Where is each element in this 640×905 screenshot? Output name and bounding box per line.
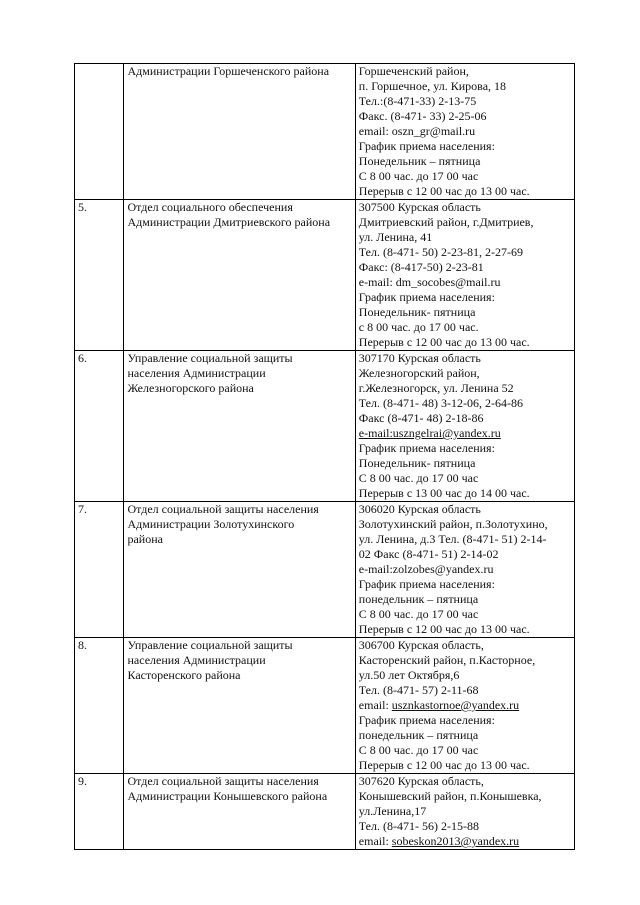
address-line: 307170 Курская область	[358, 351, 481, 365]
email-line	[359, 698, 571, 713]
address-line: Железногорский район,	[358, 366, 480, 380]
organization-name-line: Администрации Дмитриевского района	[127, 215, 331, 229]
address-line: 307500 Курская область	[358, 200, 481, 214]
schedule-break: Перерыв с 13 00 час до 14 00 час.	[358, 486, 530, 500]
schedule-hours: С 8 00 час. до 17 00 час	[358, 743, 479, 757]
organization-name-line: Отдел социальной защиты населения	[127, 774, 319, 788]
address-line: ул. Ленина, 41	[358, 230, 433, 244]
fax-line: Факс: (8-417-50) 2-23-81	[358, 260, 484, 274]
table-row	[75, 774, 575, 850]
schedule-days: понедельник – пятница	[358, 728, 479, 742]
contact-cell	[355, 64, 574, 200]
contact-cell	[355, 638, 574, 774]
schedule-break: Перерыв с 12 00 час до 13 00 час.	[358, 758, 530, 772]
schedule-break: Перерыв с 12 00 час до 13 00 час.	[358, 622, 530, 636]
schedule-hours: С 8 00 час. до 17 00 час	[358, 471, 479, 485]
organization-name-line: Администрации Горшеченского района	[127, 64, 330, 78]
contact-cell	[355, 200, 574, 351]
row-number-cell	[75, 200, 124, 351]
row-number-cell	[75, 638, 124, 774]
row-number-cell	[75, 774, 124, 850]
contact-cell	[355, 351, 574, 502]
organization-cell	[124, 351, 355, 502]
schedule-days: Понедельник – пятница	[358, 154, 481, 168]
phone-line: Тел. (8-471- 56) 2-15-88	[358, 819, 479, 833]
email-line: email: oszn_gr@mail.ru	[358, 124, 476, 138]
organization-name-line: Управление социальной защиты	[127, 351, 293, 365]
email-link[interactable]: e-mail:uszngelrai@yandex.ru	[358, 426, 501, 440]
address-line: 306020 Курская область	[358, 502, 481, 516]
email-label: email:	[358, 698, 392, 712]
organization-name-line: населения Администрации	[127, 366, 266, 380]
schedule-days: Понедельник- пятница	[358, 456, 476, 470]
phone-fax-line: 02 Факс (8-471- 51) 2-14-02	[358, 547, 499, 561]
email-line	[359, 834, 571, 849]
organization-name-line: Администрации Золотухинского	[127, 517, 295, 531]
organization-name-line: Отдел социальной защиты населения	[127, 502, 319, 516]
row-number-cell	[75, 502, 124, 638]
organization-cell	[124, 64, 355, 200]
address-line: Конышевский район, п.Конышевка,	[358, 789, 542, 803]
organization-cell	[124, 200, 355, 351]
organization-cell	[124, 774, 355, 850]
schedule-days: понедельник – пятница	[358, 592, 479, 606]
organization-name-line: района	[127, 532, 163, 546]
address-line: 306700 Курская область,	[358, 638, 484, 652]
email-line: e-mail:zolzobes@yandex.ru	[358, 562, 494, 576]
organization-name-line: Касторенского района	[127, 668, 241, 682]
phone-line: Тел. (8-471- 57) 2-11-68	[358, 683, 479, 697]
phone-line: Тел. (8-471- 48) 3-12-06, 2-64-86	[358, 396, 523, 410]
social-protection-offices-table	[74, 63, 575, 850]
email-link[interactable]: usznkastornoe@yandex.ru	[391, 698, 520, 712]
table-row	[75, 351, 575, 502]
address-line: г.Железногорск, ул. Ленина 52	[358, 381, 514, 395]
row-number: 5.	[78, 200, 87, 214]
address-line: Касторенский район, п.Касторное,	[358, 653, 536, 667]
table-row	[75, 200, 575, 351]
schedule-hours: С 8 00 час. до 17 00 час	[358, 169, 479, 183]
row-number-cell	[75, 64, 124, 200]
schedule-heading: График приема населения:	[358, 139, 495, 153]
organization-cell	[124, 502, 355, 638]
address-line: ул.50 лет Октября,6	[358, 668, 460, 682]
address-phone-line: ул. Ленина, д.3 Тел. (8-471- 51) 2-14-	[358, 532, 547, 546]
address-line: 307620 Курская область,	[358, 774, 484, 788]
schedule-heading: График приема населения:	[358, 577, 495, 591]
schedule-heading: График приема населения:	[358, 441, 495, 455]
phone-line: Тел.:(8-471-33) 2-13-75	[358, 94, 477, 108]
email-line: e-mail: dm_socobes@mail.ru	[358, 275, 501, 289]
organization-name-line: населения Администрации	[127, 653, 266, 667]
organization-name-line: Администрации Конышевского района	[127, 789, 328, 803]
row-number: 9.	[78, 774, 87, 788]
contact-cell	[355, 774, 574, 850]
row-number: 7.	[78, 502, 87, 516]
address-line: Золотухинский район, п.Золотухино,	[358, 517, 548, 531]
address-line: п. Горшечное, ул. Кирова, 18	[358, 79, 507, 93]
schedule-hours: с 8 00 час. до 17 00 час.	[358, 320, 479, 334]
table-row	[75, 638, 575, 774]
schedule-hours: С 8 00 час. до 17 00 час	[358, 607, 479, 621]
address-line: Дмитриевский район, г.Дмитриев,	[358, 215, 534, 229]
schedule-break: Перерыв с 12 00 час до 13 00 час.	[358, 184, 530, 198]
address-line: ул.Ленина,17	[358, 804, 427, 818]
row-number-cell	[75, 351, 124, 502]
fax-line: Факс. (8-471- 33) 2-25-06	[358, 109, 487, 123]
organization-cell	[124, 638, 355, 774]
contact-cell	[355, 502, 574, 638]
organization-name-line: Отдел социального обеспечения	[127, 200, 293, 214]
schedule-break: Перерыв с 12 00 час до 13 00 час.	[358, 335, 530, 349]
row-number: 8.	[78, 638, 87, 652]
address-line: Горшеченский район,	[358, 64, 469, 78]
organization-name-line: Железногорского района	[127, 381, 254, 395]
row-number: 6.	[78, 351, 87, 365]
table-row	[75, 502, 575, 638]
email-link[interactable]: sobeskon2013@yandex.ru	[391, 834, 520, 848]
fax-line: Факс (8-471- 48) 2-18-86	[358, 411, 484, 425]
schedule-heading: График приема населения:	[358, 290, 495, 304]
phone-line: Тел. (8-471- 50) 2-23-81, 2-27-69	[358, 245, 523, 259]
table-row	[75, 64, 575, 200]
email-label: email:	[358, 834, 392, 848]
schedule-heading: График приема населения:	[358, 713, 495, 727]
schedule-days: Понедельник- пятница	[358, 305, 476, 319]
organization-name-line: Управление социальной защиты	[127, 638, 293, 652]
